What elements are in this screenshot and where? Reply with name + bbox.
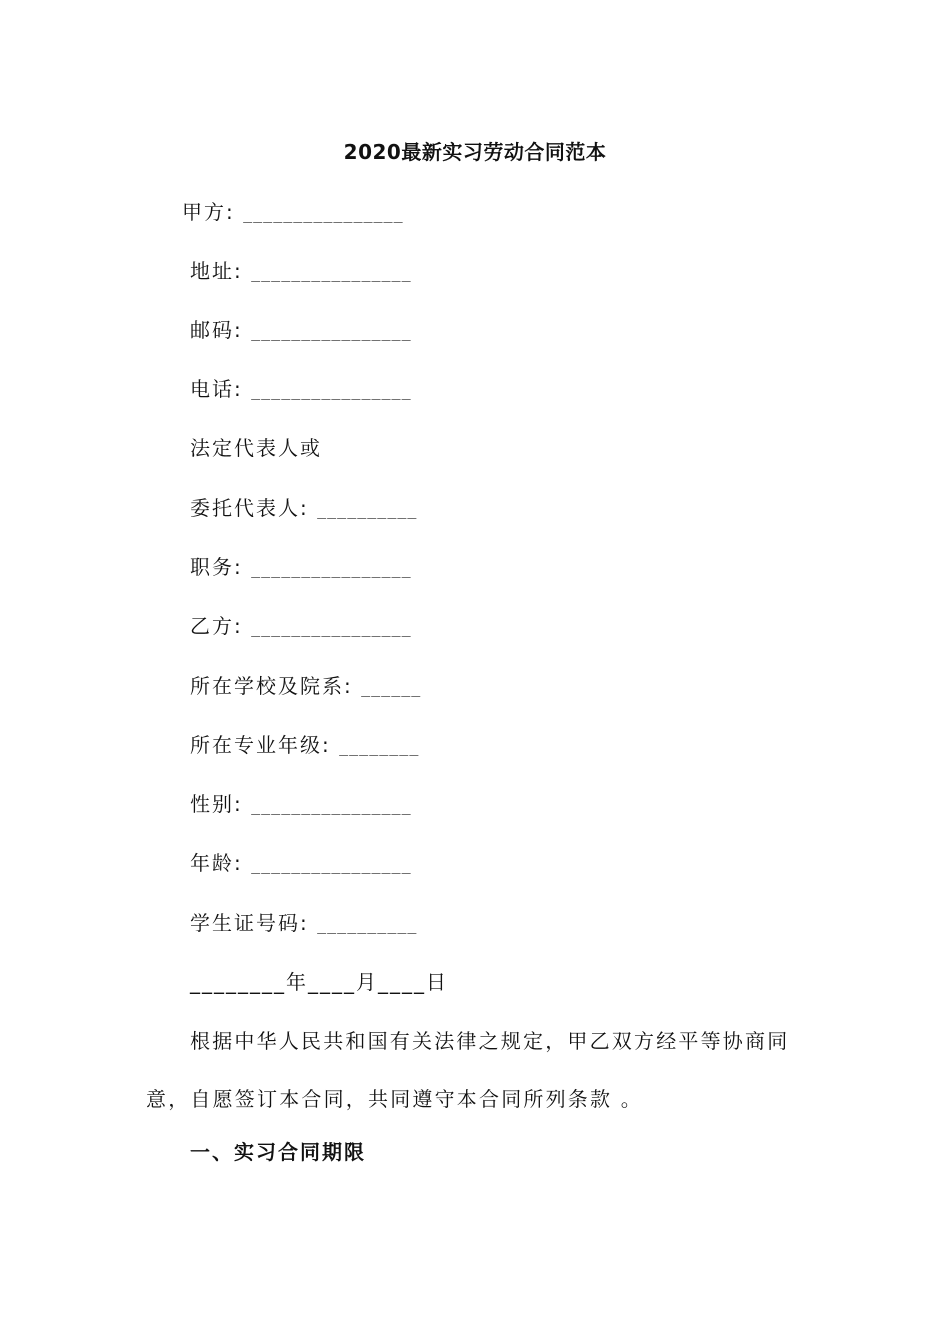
field-label: 委托代表人: xyxy=(190,496,309,520)
intro-paragraph: 根据中华人民共和国有关法律之规定，甲乙双方经平等协商同意，自愿签订本合同，共同遵守本合同所列条款 。 xyxy=(146,1029,790,1111)
field-blank: ________________ xyxy=(251,264,412,282)
date-line: ________年____月____日 xyxy=(190,970,448,994)
field-blank: ________________ xyxy=(251,619,412,637)
document-title: 2020最新实习劳动合同范本 xyxy=(343,140,607,164)
field-major-grade xyxy=(190,731,419,761)
field-label: 电话: xyxy=(190,377,243,401)
field-postcode xyxy=(190,316,412,346)
field-label: 地址: xyxy=(190,259,243,283)
field-student-id xyxy=(190,909,417,939)
field-blank: ________________ xyxy=(243,205,404,223)
field-blank: ______ xyxy=(361,679,422,697)
field-blank: __________ xyxy=(317,916,418,934)
field-blank: ________ xyxy=(339,738,420,756)
field-party-b xyxy=(190,612,412,642)
field-label: 年龄: xyxy=(190,851,243,875)
field-label: 性别: xyxy=(190,792,243,816)
field-age xyxy=(190,849,412,879)
section-heading: 一、实习合同期限 xyxy=(190,1140,366,1164)
field-blank: ________________ xyxy=(251,856,412,874)
field-label: 学生证号码: xyxy=(190,911,309,935)
field-label: 所在专业年级: xyxy=(190,733,331,757)
field-gender xyxy=(190,790,412,820)
field-blank: __________ xyxy=(317,501,418,519)
field-position xyxy=(190,553,412,583)
field-label: 邮码: xyxy=(190,318,243,342)
field-blank: ________________ xyxy=(251,323,412,341)
field-blank: ________________ xyxy=(251,560,412,578)
field-school-department xyxy=(190,672,421,702)
field-label: 乙方: xyxy=(190,614,243,638)
field-phone xyxy=(190,375,412,405)
field-label: 职务: xyxy=(190,555,243,579)
field-authorized-rep xyxy=(190,494,417,524)
field-legal-rep xyxy=(190,434,322,464)
field-address xyxy=(190,257,412,287)
field-label: 法定代表人或 xyxy=(190,436,322,460)
field-party-a xyxy=(182,198,404,228)
field-blank: ________________ xyxy=(251,382,412,400)
field-blank: ________________ xyxy=(251,797,412,815)
field-label: 所在学校及院系: xyxy=(190,674,353,698)
field-label: 甲方: xyxy=(182,200,235,224)
